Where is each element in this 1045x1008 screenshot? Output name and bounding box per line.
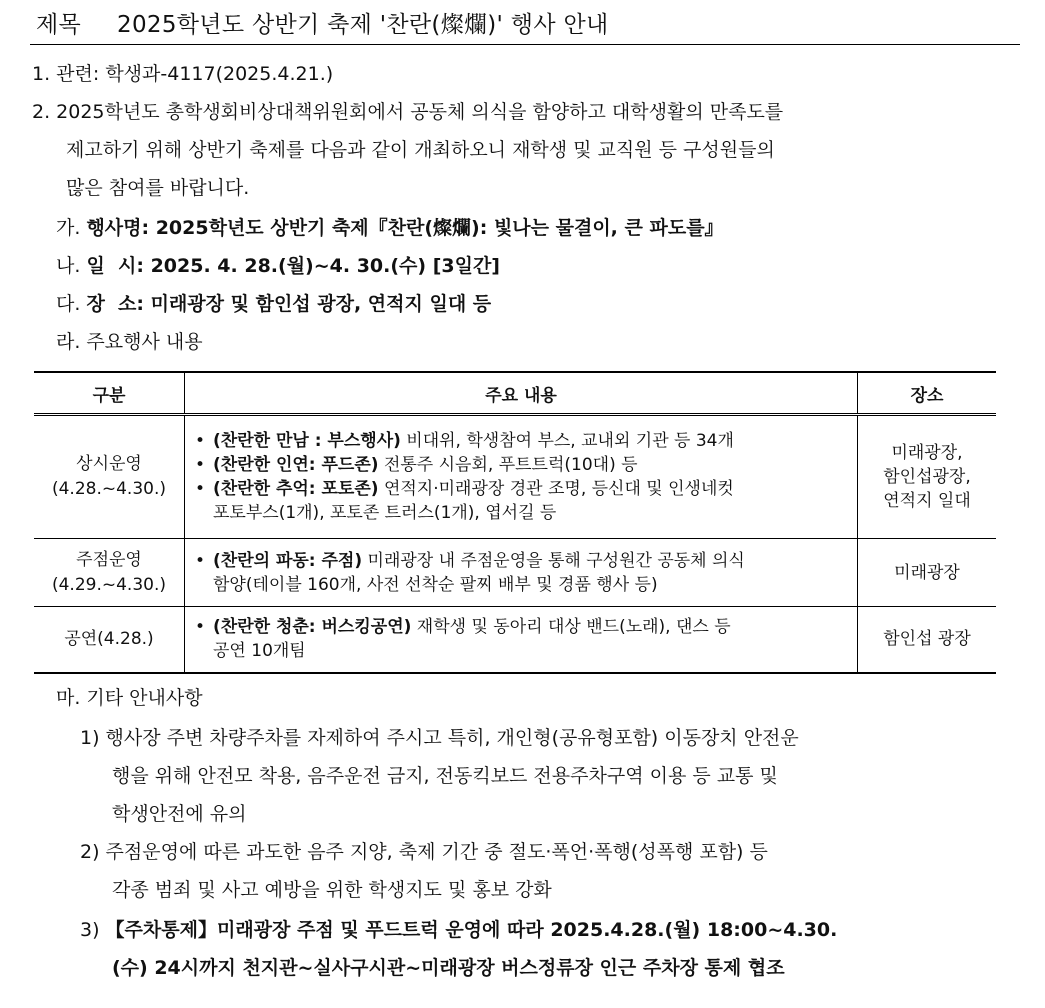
table-header-row: [34, 372, 996, 415]
etc-item-1-line-3: 학생안전에 유의: [112, 803, 247, 825]
header-place: 장소: [858, 372, 997, 415]
sub-item-ra: 라. 주요행사 내용: [56, 331, 203, 353]
item-2-line-3: 많은 참여를 바랍니다.: [66, 177, 250, 199]
bullet-title: (찬란의 파동: 주점): [213, 550, 363, 571]
bullet-title: (찬란한 만남 : 부스행사): [213, 431, 401, 451]
bullet-dot: •: [195, 431, 206, 451]
item-2-line-1: 2. 2025학년도 총학생회비상대책위원회에서 공동체 의식을 함양하고 대학생활의 만족도를: [32, 101, 784, 123]
bullet-text: 연적지·미래광장 경관 조명, 등신대 및 인생네컷: [378, 479, 734, 499]
bullet-title: (찬란한 인연: 푸드존): [213, 455, 379, 475]
row-content: [185, 539, 858, 607]
etc-item-3-line-2: (수) 24시까지 천지관~실사구시관~미래광장 버스정류장 인근 주차장 통제 협조: [112, 957, 785, 979]
bullet-title: (찬란한 추억: 포토존): [213, 479, 379, 499]
content-bullet: [193, 429, 851, 453]
row-category: [34, 539, 185, 607]
events-table: [34, 371, 996, 674]
category-period: (4.29.~4.30.): [51, 574, 167, 595]
bullet-text: 비대위, 학생참여 부스, 교내외 기관 등 34개: [400, 431, 734, 451]
sub-item-ga-marker: 가.: [56, 217, 87, 239]
content-bullet: [193, 549, 851, 573]
bullet-dot: •: [195, 617, 206, 638]
sub-item-da-text: 장 소: 미래광장 및 함인섭 광장, 연적지 일대 등: [86, 293, 492, 315]
table-row: [34, 607, 996, 673]
row-category: [34, 415, 185, 539]
header-content: 주요 내용: [185, 372, 858, 415]
subject-label: 제목: [36, 12, 82, 38]
bullet-dot: •: [195, 479, 206, 499]
place-line: 미래광장,: [891, 443, 963, 463]
table-row: [34, 539, 996, 607]
place-line: 연적지 일대: [883, 491, 971, 511]
etc-item-1-line-2: 행을 위해 안전모 착용, 음주운전 금지, 전동킥보드 전용주차구역 이용 등 교통 및: [112, 765, 778, 787]
item-1: 1. 관련: 학생과-4117(2025.4.21.): [32, 63, 334, 85]
row-place: [858, 539, 997, 607]
etc-item-1-line-1: 1) 행사장 주변 차량주차를 자제하여 주시고 특히, 개인형(공유형포함) 이동장치 안전운: [80, 727, 799, 749]
row-content: [185, 607, 858, 673]
sub-item-na-text: 일 시: 2025. 4. 28.(월)~4. 30.(수) [3일간]: [86, 255, 500, 277]
subject-line: [36, 6, 608, 39]
bullet-dot: •: [195, 455, 206, 475]
sub-item-ga: [56, 214, 724, 242]
row-place: [858, 415, 997, 539]
item-2-line-2: 제고하기 위해 상반기 축제를 다음과 같이 개최하오니 재학생 및 교직원 등 구성원들의: [66, 139, 775, 161]
row-content: [185, 415, 858, 539]
bullet-continuation: 포토부스(1개), 포토존 트러스(1개), 엽서길 등: [213, 503, 557, 523]
etc-item-3-number: 3): [80, 919, 106, 941]
category-period: (4.28.~4.30.): [51, 479, 167, 499]
subject-title: 2025학년도 상반기 축제 '찬란(燦爛)' 행사 안내: [117, 12, 609, 38]
table-row: [34, 415, 996, 539]
category-name: 상시운영: [76, 454, 142, 474]
sub-item-da: [56, 290, 491, 318]
bullet-text: 미래광장 내 주점운영을 통해 구성원간 공동체 의식: [362, 550, 745, 571]
row-category: [34, 607, 185, 673]
bullet-dot: •: [195, 550, 206, 571]
etc-item-2-line-1: 2) 주점운영에 따른 과도한 음주 지양, 축제 기간 중 절도·폭언·폭행(성폭행 포함) 등: [80, 841, 768, 863]
subject-divider: [30, 44, 1020, 45]
row-place: [858, 607, 997, 673]
sub-item-ma: 마. 기타 안내사항: [56, 687, 203, 709]
header-category: 구분: [34, 372, 185, 415]
etc-item-3-line-1: [80, 916, 837, 944]
content-bullet: [193, 453, 851, 477]
bullet-text: 전통주 시음회, 푸트트럭(10대) 등: [378, 455, 638, 475]
category-name: 주점운영: [76, 549, 142, 570]
sub-item-na: [56, 252, 500, 280]
place-line: 미래광장: [894, 562, 960, 583]
bullet-text: 재학생 및 동아리 대상 밴드(노래), 댄스 등: [411, 617, 731, 638]
category-name: 공연(4.28.): [64, 628, 154, 649]
bullet-continuation: 공연 10개팀: [213, 641, 306, 662]
etc-item-2-line-2: 각종 범죄 및 사고 예방을 위한 학생지도 및 홍보 강화: [112, 879, 552, 901]
sub-item-na-marker: 나.: [56, 255, 87, 277]
sub-item-da-marker: 다.: [56, 293, 87, 315]
place-line: 함인섭광장,: [883, 467, 971, 487]
content-bullet: [193, 477, 851, 501]
bullet-continuation: 함양(테이블 160개, 사전 선착순 팔찌 배부 및 경품 행사 등): [213, 574, 658, 595]
etc-item-3-text: 【주차통제】미래광장 주점 및 푸드트럭 운영에 따라 2025.4.28.(월) 18:00~4.30.: [105, 919, 838, 941]
content-bullet: [193, 615, 851, 639]
sub-item-ga-text: 행사명: 2025학년도 상반기 축제『찬란(燦爛): 빛나는 물결이, 큰 파도를』: [86, 217, 724, 239]
bullet-title: (찬란한 청춘: 버스킹공연): [213, 617, 412, 638]
place-line: 함인섭 광장: [883, 629, 971, 650]
